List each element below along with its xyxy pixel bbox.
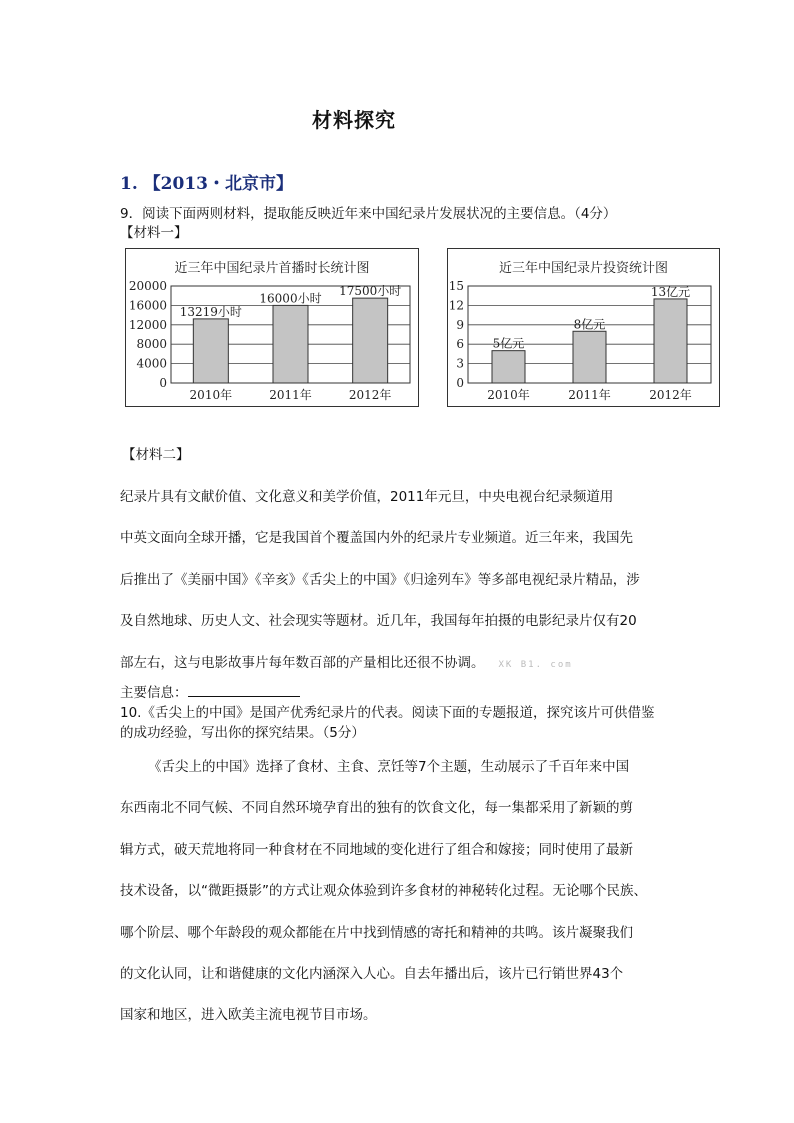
bar: [492, 351, 525, 383]
answer-row: [120, 681, 300, 701]
x-tick-label: 2011年: [269, 388, 312, 402]
page-title: 材料探究: [312, 108, 396, 132]
material-2-line: 中英文面向全球开播，它是我国首个覆盖国内外的纪录片专业频道。近三年来，我国先: [120, 530, 633, 546]
report-line: 的文化认同，让和谐健康的文化内涵深入人心。自去年播出后，该片已行销世界43个: [120, 966, 624, 982]
data-label: 17500小时: [339, 284, 402, 299]
x-tick-label: 2010年: [189, 388, 233, 402]
bar: [353, 298, 388, 383]
x-tick-label: 2012年: [348, 388, 392, 402]
watermark-text: XK B1. com: [498, 660, 573, 670]
chart-investment: [447, 248, 720, 407]
bar: [654, 299, 687, 383]
y-tick-label: 0: [456, 376, 464, 390]
chart-title: 近三年中国纪录片首播时长统计图: [174, 261, 370, 276]
bar: [193, 319, 228, 383]
y-tick-label: 15: [448, 279, 464, 293]
material-1-label: 【材料一】: [120, 225, 188, 241]
report-line: 技术设备，以“微距摄影”的方式让观众体验到许多食材的神秘转化过程。无论哪个民族、: [120, 883, 647, 899]
y-tick-label: 6: [456, 337, 464, 352]
report-line: 《舌尖上的中国》选择了食材、主食、烹饪等7个主题，生动展示了千百年来中国: [148, 759, 630, 775]
material-2-line: 纪录片具有文献价值、文化意义和美学价值，2011年元旦，中央电视台纪录频道用: [120, 489, 614, 505]
chart-investment-svg: [448, 249, 719, 406]
y-tick-label: 9: [456, 317, 464, 332]
x-tick-label: 2011年: [568, 388, 611, 402]
y-tick-label: 12000: [128, 317, 167, 332]
y-tick-label: 4000: [136, 356, 167, 371]
source-heading: 1. 【2013・北京市】: [120, 174, 293, 194]
x-tick-label: 2012年: [649, 388, 692, 402]
question-9-prompt: 9．阅读下面两则材料，提取能反映近年来中国纪录片发展状况的主要信息。（4分）: [120, 206, 617, 222]
bar: [273, 305, 308, 383]
y-tick-label: 0: [159, 376, 167, 390]
bar: [573, 331, 606, 383]
x-tick-label: 2010年: [487, 388, 530, 402]
answer-blank-line[interactable]: [188, 684, 300, 697]
chart-broadcast-hours: [125, 248, 419, 407]
data-label: 5亿元: [492, 336, 525, 351]
material-2-line: 部左右，这与电影故事片每年数百部的产量相比还很不协调。: [120, 655, 485, 671]
material-2-line-with-watermark: [120, 651, 573, 671]
y-tick-label: 8000: [136, 337, 167, 352]
data-label: 13亿元: [650, 284, 691, 299]
y-tick-label: 12: [448, 298, 464, 313]
chart-broadcast-hours-svg: [126, 249, 418, 406]
material-2-line: 及自然地球、历史人文、社会现实等题材。近几年，我国每年拍摄的电影纪录片仅有20: [120, 613, 637, 629]
data-label: 13219小时: [179, 304, 242, 319]
report-line: 国家和地区，进入欧美主流电视节目市场。: [120, 1007, 377, 1023]
question-10-prompt: 10.《舌尖上的中国》是国产优秀纪录片的代表。阅读下面的专题报道，探究该片可供借鉴: [120, 705, 655, 721]
report-line: 东西南北不同气候、不同自然环境孕育出的独有的饮食文化，每一集都采用了新颖的剪: [120, 800, 633, 816]
y-tick-label: 20000: [128, 279, 167, 293]
data-label: 16000小时: [259, 291, 322, 306]
report-line: 哪个阶层、哪个年龄段的观众都能在片中找到情感的寄托和精神的共鸣。该片凝聚我们: [120, 925, 633, 941]
y-tick-label: 3: [456, 356, 464, 371]
chart-title: 近三年中国纪录片投资统计图: [498, 261, 669, 276]
report-line: 辑方式，破天荒地将同一种食材在不同地域的变化进行了组合和嫁接；同时使用了最新: [120, 842, 633, 858]
material-2-line: 后推出了《美丽中国》《辛亥》《舌尖上的中国》《归途列车》等多部电视纪录片精品，涉: [120, 572, 640, 588]
y-tick-label: 16000: [128, 298, 167, 313]
question-10-prompt: 的成功经验，写出你的探究结果。（5分）: [120, 725, 365, 741]
answer-label: 主要信息：: [120, 685, 188, 701]
material-2-label: 【材料二】: [122, 447, 190, 463]
data-label: 8亿元: [573, 317, 606, 332]
